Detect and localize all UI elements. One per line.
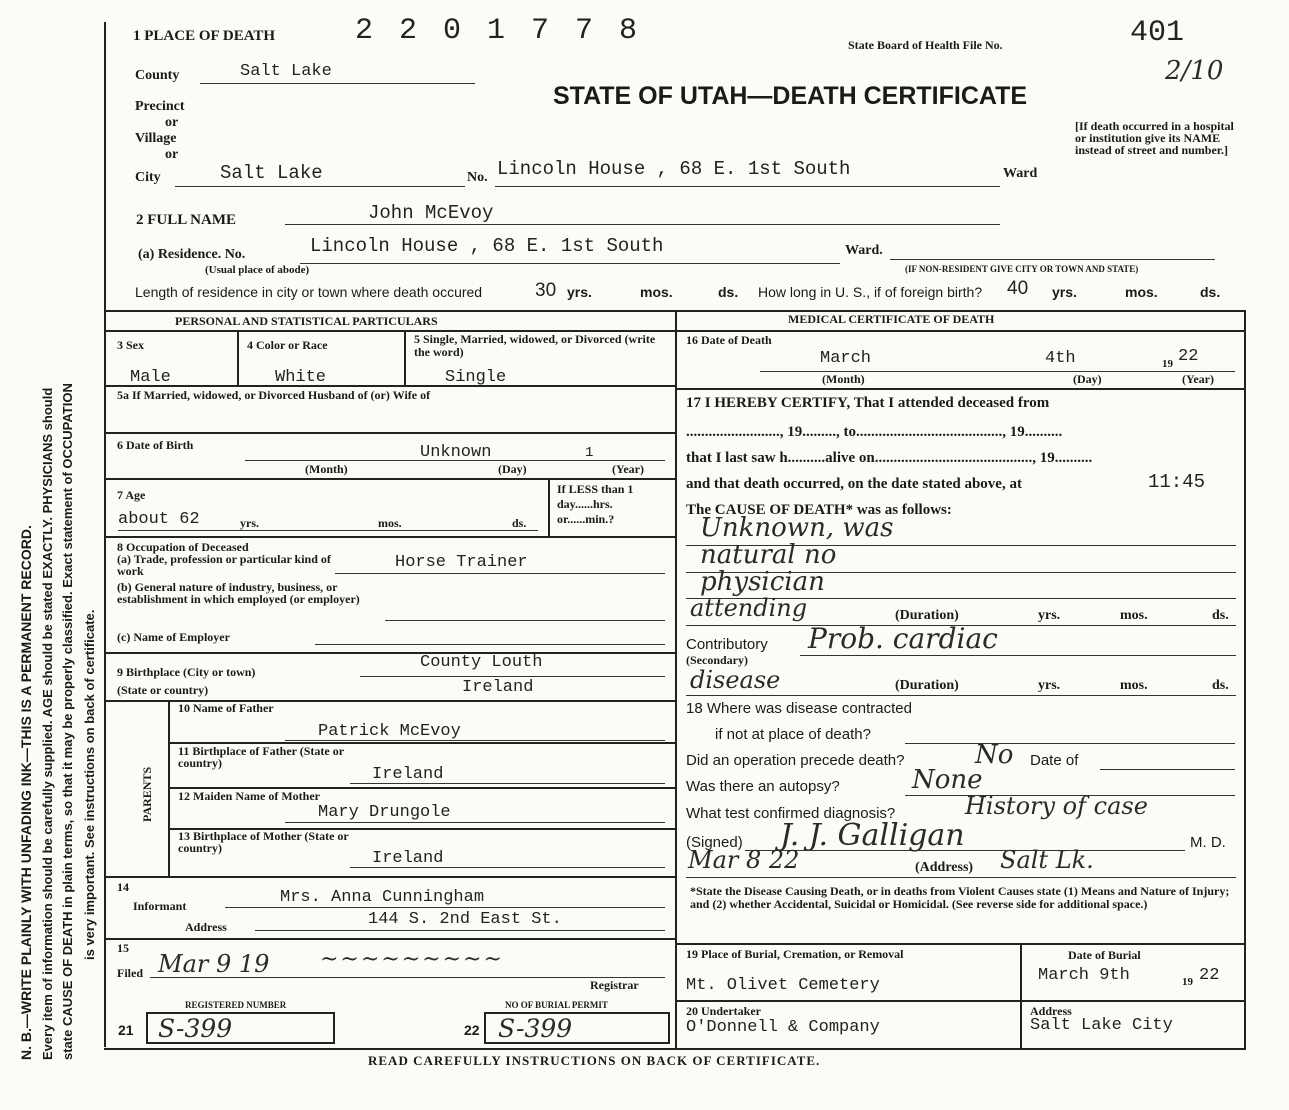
dob-suffix: 1 (585, 445, 594, 461)
contrib-duration-mos: mos. (1120, 678, 1148, 693)
birthplace-country: Ireland (462, 678, 534, 697)
file-no-label: State Board of Health File No. (848, 38, 1003, 52)
filed-date: Mar 9 19 (158, 950, 270, 978)
cause-footnote: *State the Disease Causing Death, or in deaths from Violent Causes state (1) Means and Nature of Injury; and (2) whether Accidental, Suicidal or Homicidal. (See reverse side for additional space.) (690, 884, 1230, 911)
registered-number: S-399 (158, 1014, 233, 1043)
dob-label: 6 Date of Birth (117, 438, 194, 452)
residence-label: (a) Residence. No. (138, 247, 246, 262)
place-of-death-label: 1 PLACE OF DEATH (133, 28, 276, 44)
color-value: White (275, 368, 327, 387)
occupation-a-label: (a) Trade, profession or particular kind of work (117, 552, 331, 578)
undertaker-address-label: Address (1030, 1004, 1072, 1018)
informant-address: 144 S. 2nd East St. (368, 910, 562, 929)
father-label: 10 Name of Father (178, 701, 274, 715)
spouse-label: 5a If Married, widowed, or Divorced Husband of (or) Wife of (117, 388, 431, 402)
registered-number-prefix: 21 (118, 1022, 134, 1038)
undertaker-address: Salt Lake City (1030, 1016, 1173, 1035)
md-label: M. D. (1190, 834, 1226, 851)
test-value: History of case (965, 792, 1148, 820)
city-label: City (135, 170, 161, 185)
abode-note: (Usual place of abode) (205, 264, 310, 276)
death-year-prefix: 19 (1162, 358, 1173, 370)
side-note-cause: state CAUSE OF DEATH in plain terms, so that it may be properly classified. Exact statement of OCCUPATION (60, 383, 75, 1060)
contrib-duration-ds: ds. (1212, 678, 1229, 693)
residence-ward-label: Ward. (845, 243, 883, 258)
no-label: No. (467, 170, 488, 185)
cause-duration-yrs: yrs. (1038, 608, 1061, 623)
undertaker-value: O'Donnell & Company (686, 1018, 880, 1037)
death-month-label: (Month) (822, 372, 865, 386)
cause-duration-mos: mos. (1120, 608, 1148, 623)
father-value: Patrick McEvoy (318, 722, 461, 741)
contributory-label: Contributory (686, 636, 768, 653)
marital-value: Single (445, 368, 507, 387)
cause-line-3: physician (700, 567, 825, 597)
burial-year: 22 (1199, 966, 1220, 985)
stamp-number: 2 2 0 1 7 7 8 (355, 14, 642, 48)
age-label: 7 Age (117, 488, 146, 502)
mother-birthplace-label: 13 Birthplace of Mother (State or country) (178, 829, 349, 855)
test-label: What test confirmed diagnosis? (686, 805, 896, 822)
or-label-1: or (165, 115, 179, 130)
birthplace-label: 9 Birthplace (City or town) (117, 665, 256, 679)
death-month: March (820, 349, 872, 368)
parents-label: PARENTS (140, 766, 154, 822)
cause-line-4: attending (690, 594, 808, 622)
operation-value: No (975, 740, 1014, 770)
death-year: 22 (1178, 347, 1199, 366)
length-of-residence-label: Length of residence in city or town where death occured (135, 284, 483, 300)
death-time-label: and that death occurred, on the date stated above, at (686, 476, 1022, 492)
certify-label: 17 I HEREBY CERTIFY, That I attended deceased from (686, 395, 1050, 411)
burial-permit-box (484, 1012, 670, 1044)
mother-value: Mary Drungole (318, 803, 451, 822)
informant-value: Mrs. Anna Cunningham (280, 888, 485, 907)
section-top-rule (104, 310, 1244, 312)
death-day-label: (Day) (1073, 372, 1102, 386)
death-year-label: (Year) (1182, 372, 1214, 386)
birthplace-city: County Louth (420, 653, 543, 672)
age-value: about 62 (118, 510, 200, 529)
full-name-label: 2 FULL NAME (136, 212, 237, 228)
father-birthplace-label: 11 Birthplace of Father (State or country) (178, 744, 344, 770)
burial-year-prefix: 19 (1182, 976, 1193, 988)
dob-day-label: (Day) (498, 462, 527, 476)
registered-number-label: REGISTERED NUMBER (185, 1000, 287, 1010)
file-no-extra: 2/10 (1165, 56, 1224, 86)
contributory-cause-2: disease (690, 666, 781, 694)
attended-period: ........................., 19........., to......................................., 19.......... (686, 424, 1063, 440)
sign-date: Mar 8 22 (688, 846, 800, 874)
death-time: 11:45 (1148, 471, 1206, 493)
medical-section-title: MEDICAL CERTIFICATE OF DEATH (788, 312, 995, 326)
age-mos-label: mos. (378, 516, 402, 530)
burial-permit-number: S-399 (498, 1014, 573, 1043)
color-label: 4 Color or Race (247, 338, 328, 352)
secondary-label: (Secondary) (686, 653, 748, 667)
signed-label: (Signed) (686, 834, 743, 851)
filed-number: 15 (117, 941, 129, 955)
county-label: County (135, 68, 180, 83)
certificate-title: STATE OF UTAH—DEATH CERTIFICATE (553, 82, 1028, 110)
burial-date: March 9th (1038, 966, 1130, 985)
birthplace-state-label: (State or country) (117, 683, 209, 697)
length-yrs-label: yrs. (567, 284, 592, 300)
age-yrs-label: yrs. (240, 516, 259, 530)
registrar-signature: ~~~~~~~~~ (320, 947, 504, 972)
us-mos-label: mos. (1125, 284, 1158, 300)
informant-number: 14 (117, 880, 129, 894)
us-yrs-label: yrs. (1052, 284, 1077, 300)
length-ds-label: ds. (718, 284, 739, 300)
date-of-death-label: 16 Date of Death (686, 333, 772, 347)
disease-contracted-label: 18 Where was disease contracted (686, 700, 912, 717)
length-of-residence-years: 30 (535, 280, 557, 301)
marital-label: 5 Single, Married, widowed, or Divorced (write the word) (414, 332, 656, 359)
side-note-permanent-record: N. B.—WRITE PLAINLY WITH UNFADING INK—THIS IS A PERMANENT RECORD. (18, 525, 34, 1060)
ward-label: Ward (1003, 166, 1038, 181)
burial-permit-label: NO OF BURIAL PERMIT (505, 1000, 608, 1010)
autopsy-label: Was there an autopsy? (686, 778, 840, 795)
informant-label: Informant (133, 899, 187, 913)
side-note-instructions: is very important. See instructions on back of certificate. (82, 609, 97, 960)
dob-month-label: (Month) (305, 462, 348, 476)
occupation-value: Horse Trainer (395, 553, 528, 572)
center-divider (675, 310, 677, 1050)
occupation-label: 8 Occupation of Deceased (117, 540, 249, 554)
cause-duration-ds: ds. (1212, 608, 1229, 623)
operation-label: Did an operation precede death? (686, 752, 905, 769)
less-than-day-label: If LESS than 1 day......hrs. or......min.? (557, 482, 634, 526)
us-residence-label: How long in U. S., if of foreign birth? (758, 284, 983, 300)
employer-label: (c) Name of Employer (117, 630, 230, 644)
length-mos-label: mos. (640, 284, 673, 300)
or-label-2: or (165, 147, 179, 162)
death-address: Lincoln House , 68 E. 1st South (497, 158, 851, 180)
burial-permit-prefix: 22 (464, 1022, 480, 1038)
contrib-duration-yrs: yrs. (1038, 678, 1061, 693)
cause-line-2: natural no (700, 540, 837, 570)
county-value: Salt Lake (240, 62, 332, 81)
sex-value: Male (130, 368, 171, 387)
bottom-rule (104, 1048, 1244, 1050)
village-label: Village (135, 131, 177, 146)
file-no: 401 (1130, 16, 1185, 50)
us-residence-years: 40 (1007, 278, 1029, 299)
death-day: 4th (1045, 349, 1076, 368)
filed-label: Filed (117, 966, 143, 980)
cause-line-1: Unknown, was (700, 513, 894, 543)
not-at-place-label: if not at place of death? (715, 726, 871, 743)
nonresident-note: (IF NON-RESIDENT GIVE CITY OR TOWN AND STATE) (905, 264, 1139, 274)
cause-label: The CAUSE OF DEATH* was as follows: (686, 502, 952, 518)
residence-value: Lincoln House , 68 E. 1st South (310, 235, 664, 257)
personal-section-title: PERSONAL AND STATISTICAL PARTICULARS (175, 314, 438, 328)
age-ds-label: ds. (512, 516, 527, 530)
right-border (1244, 310, 1246, 1050)
last-saw-alive: that I last saw h..........alive on.........................................., 19.......... (686, 450, 1093, 466)
us-ds-label: ds. (1200, 284, 1221, 300)
burial-date-label: Date of Burial (1068, 948, 1141, 962)
operation-date-label: Date of (1030, 752, 1079, 769)
mother-label: 12 Maiden Name of Mother (178, 789, 320, 803)
hospital-note: [If death occurred in a hospital or institution give its NAME instead of street and number.] (1075, 119, 1234, 157)
undertaker-label: 20 Undertaker (686, 1004, 761, 1018)
precinct-label: Precinct (135, 99, 185, 114)
physician-signature: J. J. Galligan (780, 818, 965, 853)
contrib-duration-label: (Duration) (895, 678, 959, 693)
burial-place: Mt. Olivet Cemetery (686, 976, 880, 995)
sign-address-label: (Address) (915, 860, 974, 875)
sign-address: Salt Lk. (1000, 846, 1094, 874)
registrar-label: Registrar (590, 978, 639, 992)
footer-instructions: READ CAREFULLY INSTRUCTIONS ON BACK OF CERTIFICATE. (368, 1053, 821, 1068)
dob-value: Unknown (420, 443, 492, 462)
cause-duration-label: (Duration) (895, 608, 959, 623)
side-note-information: Every item of information should be carefully supplied. AGE should be stated EXACTLY. PHYSICIANS should (40, 387, 55, 1060)
burial-place-label: 19 Place of Burial, Cremation, or Removal (686, 947, 904, 961)
dob-year-label: (Year) (612, 462, 644, 476)
occupation-b-label: (b) General nature of industry, business, or establishment in which employed (or employer) (117, 580, 360, 606)
informant-address-label: Address (185, 920, 227, 934)
left-border (104, 22, 106, 1047)
mother-birthplace: Ireland (372, 849, 444, 868)
registered-number-box (146, 1012, 335, 1044)
full-name-value: John McEvoy (368, 202, 494, 224)
sex-label: 3 Sex (117, 338, 144, 352)
city-value: Salt Lake (220, 162, 323, 184)
father-birthplace: Ireland (372, 765, 444, 784)
autopsy-value: None (912, 765, 983, 795)
contributory-cause-1: Prob. cardiac (808, 622, 998, 655)
